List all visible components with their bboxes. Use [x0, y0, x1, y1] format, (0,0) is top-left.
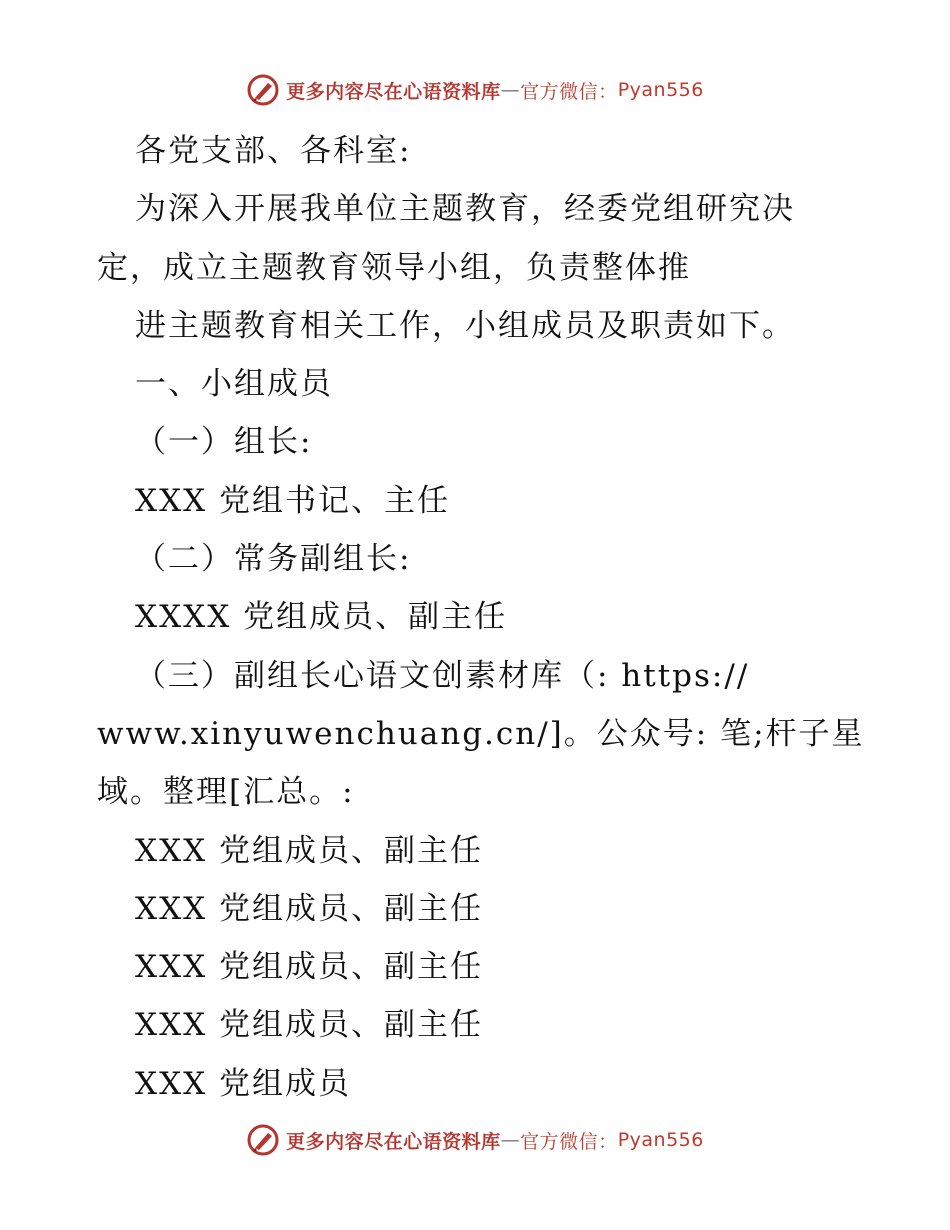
salutation: 各党支部、各科室: [135, 133, 412, 169]
watermark-wechat-id: Pyan556 [617, 1129, 704, 1151]
document-body [97, 122, 865, 1113]
watermark-dash: — [500, 1129, 521, 1151]
paragraph-line: 定，成立主题教育领导小组，负责整体推 [97, 249, 691, 286]
member-line: XXX 党组成员、副主任 [135, 1007, 484, 1044]
watermark-wechat-id: Pyan556 [617, 79, 704, 101]
footer-watermark [0, 1120, 950, 1160]
paragraph-line: 域。整理[汇总。: [97, 774, 355, 811]
paragraph-line: 为深入开展我单位主题教育，经委党组研究决 [135, 191, 795, 228]
paragraph-line: www.xinyuwenchuang.cn/]。公众号: 笔;杆子星 [97, 715, 865, 752]
member-line: XXX 党组书记、主任 [135, 482, 451, 519]
watermark-wechat-label: 官方微信： [520, 80, 618, 103]
watermark-main-text: 更多内容尽在心语资料库 [286, 80, 501, 103]
watermark-wechat-label: 官方微信： [520, 1130, 618, 1153]
subsection-heading: （一）组长: [135, 424, 313, 461]
member-line: XXX 党组成员、副主任 [135, 949, 484, 986]
subsection-heading: （二）常务副组长: [135, 541, 412, 578]
section-heading: 一、小组成员 [135, 366, 333, 403]
paragraph-line: 进主题教育相关工作，小组成员及职责如下。 [135, 307, 795, 344]
pen-logo-icon [246, 1123, 280, 1157]
watermark-dash: — [500, 79, 521, 101]
watermark-main-text: 更多内容尽在心语资料库 [286, 1130, 501, 1153]
member-line: XXX 党组成员 [135, 1065, 352, 1102]
member-line: XXX 党组成员、副主任 [135, 832, 484, 869]
pen-logo-icon [246, 73, 280, 107]
subsection-heading: （三）副组长心语文创素材库（: https:// [135, 657, 750, 694]
header-watermark [0, 70, 950, 110]
member-line: XXXX 党组成员、副主任 [135, 599, 508, 636]
member-line: XXX 党组成员、副主任 [135, 890, 484, 927]
